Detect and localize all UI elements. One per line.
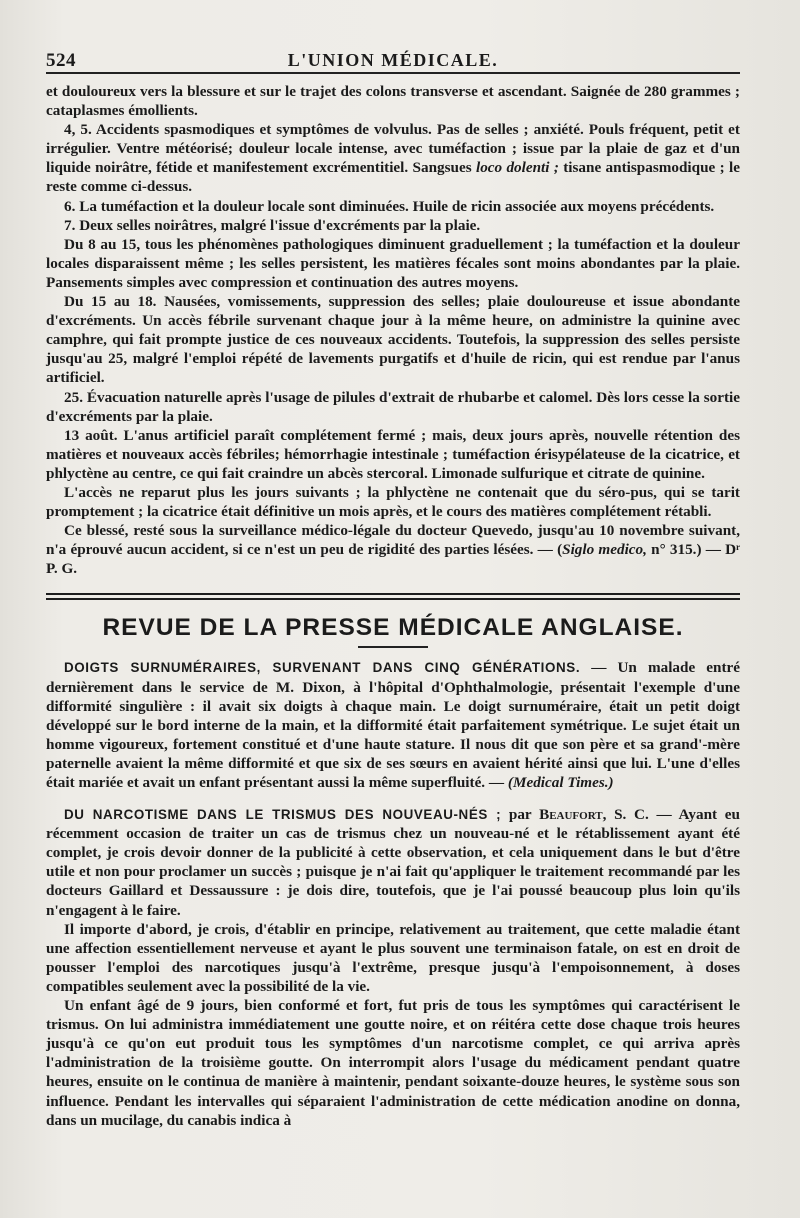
- article-paragraph: Il importe d'abord, je crois, d'établir en principe, relativement au traitement, que cette maladie étant une affection essentiellement nerveuse et ayant le plus souvent une terminaison fatale, on est en droit de pousser l'emploi des narcotiques jusqu'à l'extrême, presque jusqu'à l'empoisonnement, à doses compatibles seulement avec la possibilité de la vie.: [46, 920, 740, 995]
- page-number: 524: [46, 50, 76, 71]
- case-paragraph: et douloureux vers la blessure et sur le trajet des colons transverse et ascendant. Saignée de 280 grammes ; cataplasmes émollients.: [46, 83, 740, 120]
- author-signature: n° 315.) — Dʳ P. G.: [46, 541, 740, 578]
- case-paragraph: 6. La tuméfaction et la douleur locale sont diminuées. Huile de ricin associée aux moyens précédents.: [64, 197, 715, 215]
- case-report: [46, 82, 740, 578]
- title-underline: [358, 646, 428, 648]
- case-paragraph: L'accès ne reparut plus les jours suivants ; la phlyctène ne contenait que du séro-pus, qui se tarit promptement ; la cicatrice était définitive un mois après, et le cours des matières complétement rétabli.: [46, 483, 740, 521]
- latin-phrase: loco dolenti ;: [475, 159, 559, 177]
- case-paragraph: Du 8 au 15, tous les phénomènes pathologiques diminuent graduellement ; la tuméfaction et la douleur locales disparaissent même ; les selles persistent, les matières fécales sont moins abondantes par la plaie. Pansements simples avec compression et continuation des autres moyens.: [46, 235, 740, 291]
- article-paragraph: DU NARCOTISME DANS LE TRISMUS DES NOUVEAU-NÉS ; par Beaufort, S. C. — Ayant eu récemment occasion de traiter un cas de trismus chez un nouveau-né et le rétablissement ayant été complet, je crois devoir donner de la publicité à cette observation, et cela uniquement dans le but d'être utile et non pour proclamer un succès ; puisque je n'ai fait qu'appliquer le traitement recommandé par les docteurs Gaillard et Dessaussure : je dois dire, toutefois, que je l'ai poussé beaucoup plus loin qu'ils n'engagent à le faire.: [46, 806, 740, 919]
- case-paragraph: 25. Évacuation naturelle après l'usage de pilules d'extrait de rhubarbe et calomel. Dès lors cesse la sortie d'excréments par la plaie.: [46, 388, 740, 425]
- source-citation: Siglo medico,: [562, 541, 647, 559]
- article-extra-fingers: [46, 658, 740, 792]
- case-paragraph: Ce blessé, resté sous la surveillance médico-légale du docteur Quevedo, jusqu'au 10 novembre suivant, n'a éprouvé aucun accident, si ce n'est un peu de rigidité des parties lésées. — (Siglo medico, n° 315.) — Dʳ P. G.: [46, 522, 740, 578]
- case-paragraph: 13 août. L'anus artificiel paraît complétement fermé ; mais, deux jours après, nouvelle rétention des matières et nouveaux accès fébriles; hémorrhagie intestinale ; tuméfaction érisypélateuse de la cicatrice, et phlyctène au centre, ce qui fait craindre un abcès stercoral. Limonade sulfurique et citrate de quinine.: [46, 426, 740, 482]
- case-paragraph: 4, 5. Accidents spasmodiques et symptômes de volvulus. Pas de selles ; anxiété. Pouls fréquent, petit et irrégulier. Ventre météorisé; douleur locale intense, avec tuméfaction ; issue par la plaie de gaz et d'un liquide noirâtre, fétide et manifestement excrémentitiel. Sangsues loco dolenti ; tisane antispasmodique ; le reste comme ci-dessus.: [46, 121, 740, 196]
- journal-title: L'UNION MÉDICALE.: [287, 50, 499, 70]
- source-citation: (Medical Times.): [507, 774, 614, 791]
- article-kicker: DOIGTS SURNUMÉRAIRES, SURVENANT DANS CINQ GÉNÉRATIONS.: [64, 660, 581, 676]
- section-divider: [46, 593, 740, 600]
- article-paragraph: DOIGTS SURNUMÉRAIRES, SURVENANT DANS CINQ GÉNÉRATIONS. — Un malade entré dernièrement dans le service de M. Dixon, à l'hôpital d'Ophthalmologie, présentait l'exemple d'une difformité singulière : il avait six doigts à chaque main. Le doigt surnuméraire, était un petit doigt développé sur le bord interne de la main, et la difformité était parfaitement symétrique. Le sujet était un homme vigoureux, fortement constitué et d'une haute stature. Il nous dit que son père et sa grand'-mère paternelle avaient la même difformité et que six de ses sœurs en avaient hérité ainsi que lui. L'une d'elles était mariée et avait un enfant présentant aussi la même superfluité. — (Medical Times.): [46, 659, 740, 791]
- section-title: REVUE DE LA PRESSE MÉDICALE ANGLAISE.: [102, 614, 684, 642]
- case-paragraph: Du 15 au 18. Nausées, vomissements, suppression des selles; plaie douloureuse et issue abondante d'excréments. Un accès fébrile survenant chaque jour à la même heure, on administre la quinine avec camphre, qui fait prompte justice de ces nouveaux accidents. Toutefois, la suppression des selles persiste jusqu'au 25, malgré l'emploi répété de lavements purgatifs et d'huile de ricin, qui est rendue par l'anus artificiel.: [46, 293, 740, 387]
- page-header: [46, 44, 740, 74]
- article-paragraph: Un enfant âgé de 9 jours, bien conformé et fort, fut pris de tous les symptômes qui caractérisent le trismus. On lui administra immédiatement une goutte noire, et on réitéra cette dose chaque trois heures jusqu'à ce qu'on eut produit tous les symptômes d'un narcotisme complet, ce qui arriva après l'administration de la troisième goutte. On interrompit alors l'usage du médicament pendant quatre heures, ensuite on le continua de manière à maintenir, pendant soixante-douze heures, le système sous son influence. Pendant les intervalles qui séparaient l'administration de cette médication anodine on donna, dans un mucilage, du canabis indica à: [46, 997, 740, 1129]
- article-kicker: DU NARCOTISME DANS LE TRISMUS DES NOUVEAU-NÉS ;: [64, 807, 502, 823]
- case-paragraph: 7. Deux selles noirâtres, malgré l'issue d'excréments par la plaie.: [64, 216, 481, 234]
- article-author: Beaufort, S. C.: [539, 806, 649, 824]
- article-narcotism-trismus: [46, 805, 740, 1130]
